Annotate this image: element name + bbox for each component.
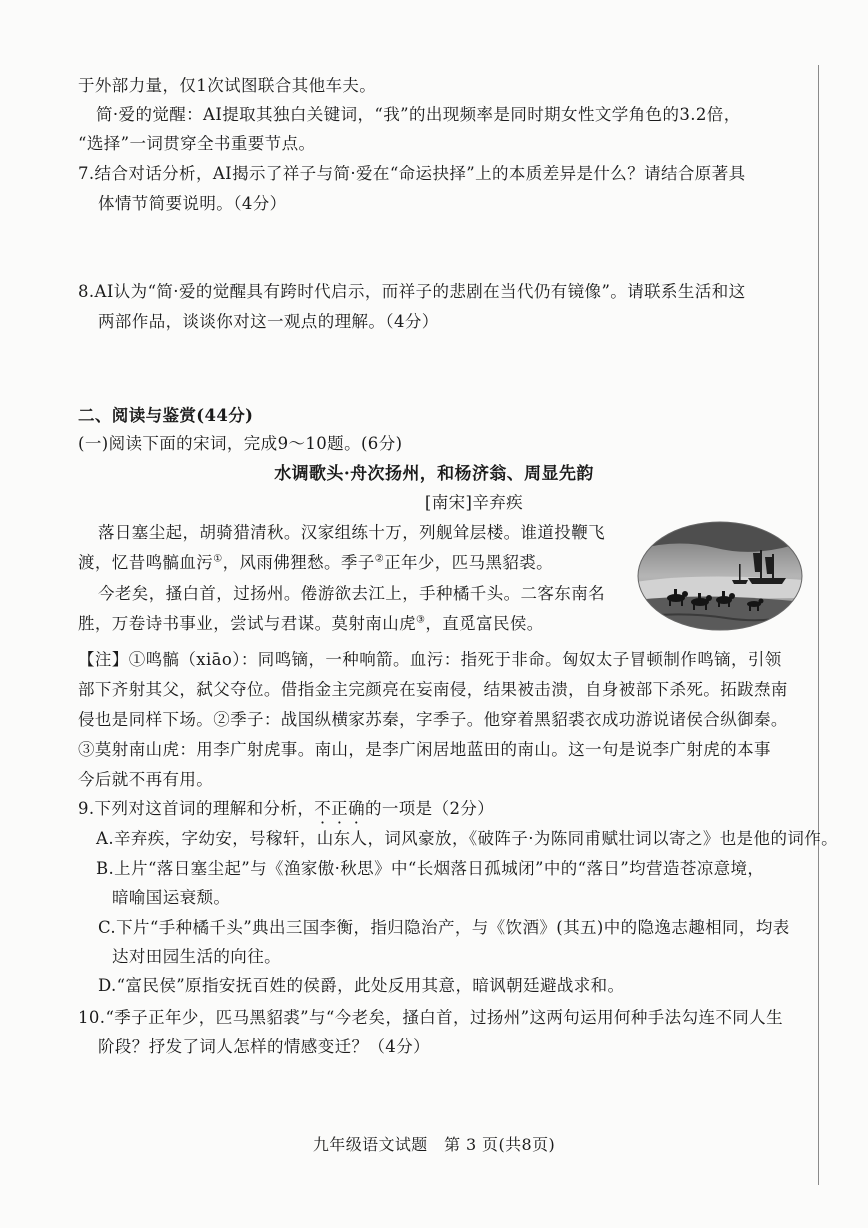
poem-text: 胜，万卷诗书事业，尝试与君谋。莫射南山虎 — [78, 614, 416, 633]
poem-line — [78, 549, 553, 573]
option-c: C.下片“手种橘千头”典出三国李衡，指归隐治产，与《饮酒》(其五)中的隐逸志趣相同，均表 — [98, 918, 790, 937]
emphasis-char: 正 — [331, 799, 349, 818]
page-footer: 九年级语文试题 第 3 页(共8页) — [312, 1135, 556, 1154]
annotation-line: ③莫射南山虎：用李广射虎事。南山，是李广闲居地蓝田的南山。这一句是说李广射虎的本事 — [78, 740, 771, 759]
question-8-line: 8.AI认为“简·爱的觉醒具有跨时代启示，而祥子的悲剧在当代仍有镜像”。请联系生活和这 — [78, 282, 746, 301]
option-a: A.辛弃疾，字幼安，号稼轩，山东人，词风豪放，《破阵子·为陈同甫赋壮词以寄之》也是他的词作。 — [96, 829, 839, 848]
question-text: 9.下列对这首词的理解和分析， — [78, 799, 315, 818]
question-8-line: 两部作品，谈谈你对这一观点的理解。（4分） — [98, 312, 439, 331]
poem-illustration — [636, 520, 804, 632]
text-line: “选择”一词贯穿全书重要节点。 — [78, 134, 316, 153]
option-b: B.上片“落日塞尘起”与《渔家傲·秋思》中“长烟落日孤城闭”中的“落日”均营造苍凉意境， — [96, 859, 765, 878]
footnote-mark: ② — [374, 553, 385, 565]
question-7-line: 7.结合对话分析，AI揭示了祥子与简·爱在“命运抉择”上的本质差异是什么？请结合原著具 — [78, 164, 746, 183]
poem-text: 渡，忆昔鸣髇血污 — [78, 553, 214, 572]
option-c-cont: 达对田园生活的向往。 — [112, 947, 281, 966]
poem-line — [78, 610, 544, 634]
text-line: 简·爱的觉醒：AI提取其独白关键词，“我”的出现频率是同时期女性文学角色的3.2倍， — [96, 105, 741, 124]
footnote-mark: ① — [213, 553, 223, 565]
text-line: 于外部力量，仅1次试图联合其他车夫。 — [78, 76, 377, 95]
annotation-line: 侵也是同样下场。②季子：战国纵横家苏秦，字季子。他穿着黑貂裘衣成功游说诸侯合纵御秦。 — [78, 710, 788, 729]
poem-line: 落日塞尘起，胡骑猎清秋。汉家组练十万，列舰耸层楼。谁道投鞭飞 — [98, 523, 605, 542]
poem-text: ，直觅富民侯。 — [425, 614, 544, 633]
option-d: D.“富民侯”原指安抚百姓的侯爵，此处反用其意，暗讽朝廷避战求和。 — [98, 976, 625, 995]
option-b-cont: 暗喻国运衰颓。 — [112, 888, 231, 907]
annotation-line: 部下齐射其父，弑父夺位。借指金主完颜亮在妄南侵，结果被击溃，自身被部下杀死。拓跋焘南 — [78, 680, 788, 699]
question-7-line: 体情节简要说明。（4分） — [98, 194, 287, 213]
question-10-line: 10.“季子正年少，匹马黑貂裘”与“今老矣，搔白首，过扬州”这两句运用何种手法勾连不同人生 — [78, 1008, 783, 1027]
annotation-line: 今后就不再有用。 — [78, 770, 214, 789]
question-9-stem — [78, 795, 494, 819]
poem-text: ，风雨佛狸愁。季子 — [222, 553, 375, 572]
emphasis-char: 不 — [314, 799, 332, 818]
poem-text: 正年少，匹马黑貂裘。 — [384, 553, 554, 572]
subsection-heading: (一)阅读下面的宋词，完成9～10题。(6分) — [78, 434, 403, 453]
poem-line: 今老矣，搔白首，过扬州。倦游欲去江上，手种橘千头。二客东南名 — [98, 584, 605, 603]
section-heading: 二、阅读与鉴赏(44分) — [78, 406, 254, 425]
annotation-line: 【注】①鸣髇（xiāo）：同鸣镝，一种响箭。血污：指死于非命。匈奴太子冒顿制作鸣镝，引领 — [78, 650, 782, 669]
poem-author: [南宋]辛弃疾 — [424, 493, 524, 512]
page-edge-line — [818, 65, 819, 1185]
footnote-mark: ③ — [416, 614, 426, 626]
question-text: 的一项是（2分） — [364, 799, 495, 818]
emphasis-char: 确 — [348, 799, 365, 818]
poem-title: 水调歌头·舟次扬州，和杨济翁、周显先韵 — [274, 464, 594, 484]
question-10-line: 阶段？抒发了词人怎样的情感变迁？（4分） — [98, 1037, 430, 1056]
